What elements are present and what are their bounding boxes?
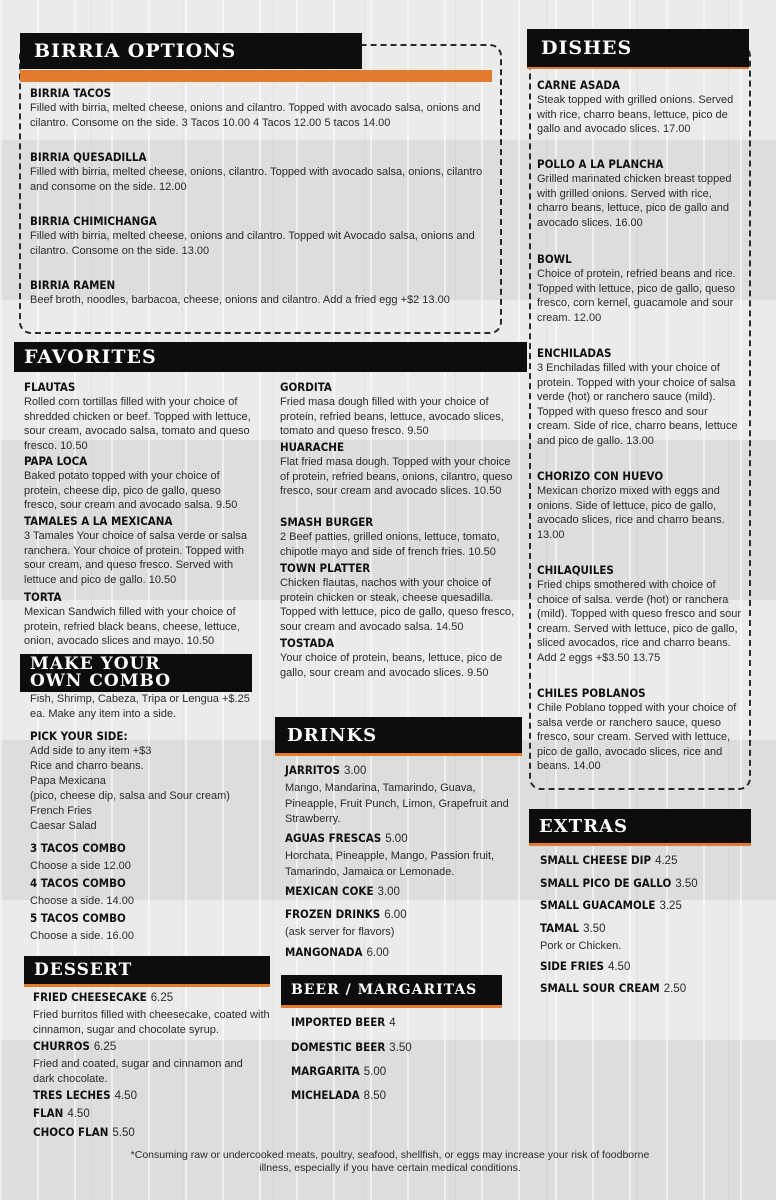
item-description: Choice of protein, refried beans and rice. Topped with lettuce, pico de gallo, queso fresco, corn kernel, guacamole and sour cream. 12.00: [537, 268, 736, 324]
extras-section-title: EXTRAS: [529, 809, 751, 843]
menu-item: [24, 514, 256, 587]
extras-title-underline: [529, 843, 751, 846]
item-name: GORDITA: [280, 380, 332, 394]
combo-option-desc: Choose a side. 16.00: [30, 930, 134, 942]
item-name: BIRRIA CHIMICHANGA: [30, 214, 157, 228]
menu-item: [537, 469, 742, 542]
item-description: Mango, Mandarina, Tamarindo, Guava, Pineapple, Fruit Punch, Limon, Grapefruit and Strawberry.: [285, 782, 509, 825]
dessert-item: [33, 988, 273, 1038]
item-description: 3 Tamales Your choice of salsa verde or salsa ranchera. Your choice of protein. Topped with sour cream, and queso fresco. Served with lettuce and pico de gallo. 10.50: [24, 530, 247, 586]
menu-item: [24, 454, 256, 513]
dishes-section-title: DISHES: [527, 29, 749, 67]
menu-item: [24, 590, 256, 649]
item-description: Baked potato topped with your choice of protein, cheese dip, pico de gallo, queso fresco, sour cream and avocado salsa. 9.50: [24, 470, 238, 511]
favorites-section-title: FAVORITES: [14, 342, 527, 372]
item-description: Pork or Chicken.: [540, 940, 622, 952]
item-name: FLAN: [33, 1106, 64, 1120]
pick-side-line: Rice and charro beans.: [30, 760, 144, 772]
menu-item: [280, 561, 520, 634]
extras-item: [540, 957, 750, 975]
extras-item: [540, 919, 750, 954]
item-price: 5.00: [363, 1066, 387, 1078]
item-name: POLLO A LA PLANCHA: [537, 157, 664, 171]
dessert-item: [33, 1086, 263, 1104]
item-name: TRES LECHES: [33, 1088, 111, 1102]
combo-option: [30, 841, 260, 874]
menu-item: [280, 515, 520, 559]
menu-item: [30, 214, 485, 258]
item-description: Fried chips smothered with choice of choice of salsa. verde (hot) or ranchera (mild). Topped with queso fresco and sour cream. Served with lettuce, pico de gallo, sliced avocados, rice and charro beans. Add 2 eggs +$3.50 13.75: [537, 579, 742, 664]
beer-item: [291, 1086, 501, 1104]
item-name: TOSTADA: [280, 636, 335, 650]
beer-title-underline: [281, 1005, 502, 1008]
item-price: 4: [389, 1017, 396, 1029]
item-name: DOMESTIC BEER: [291, 1040, 386, 1054]
dessert-section-title: DESSERT: [24, 956, 270, 984]
combo-title-line1: MAKE YOUR: [30, 654, 161, 674]
item-price: 3.25: [659, 900, 682, 912]
extras-item: [540, 851, 750, 869]
item-price: 6.25: [93, 1041, 117, 1053]
menu-item: [24, 380, 256, 453]
item-description: Rolled corn tortillas filled with your choice of shredded chicken or beef. Topped with lettuce, sour cream, avocado salsa, tomato and queso fresco. 10.50: [24, 396, 251, 452]
item-description: Fried and coated, sugar and cinnamon and dark chocolate.: [33, 1058, 243, 1085]
item-description: Fried burritos filled with cheesecake, coated with cinnamon, sugar and chocolate syrup.: [33, 1009, 270, 1036]
item-name: AGUAS FRESCAS: [285, 831, 382, 845]
menu-item: [537, 346, 742, 448]
drink-item: [285, 829, 515, 880]
pick-side-title: PICK YOUR SIDE:: [30, 729, 128, 743]
pick-side-line: Papa Mexicana: [30, 775, 106, 787]
item-price: 4.50: [607, 961, 631, 973]
item-description: Beef broth, noodles, barbacoa, cheese, onions and cilantro. Add a fried egg +$2 13.00: [30, 294, 450, 306]
item-name: BOWL: [537, 252, 572, 266]
item-name: ENCHILADAS: [537, 346, 612, 360]
item-description: (ask server for flavors): [285, 926, 395, 938]
item-name: MARGARITA: [291, 1064, 360, 1078]
item-name: BIRRIA TACOS: [30, 86, 112, 100]
item-name: FROZEN DRINKS: [285, 907, 381, 921]
beer-item: [291, 1038, 501, 1056]
item-name: CARNE ASADA: [537, 78, 620, 92]
combo-intro: [30, 692, 260, 721]
combo-intro-text: Fish, Shrimp, Cabeza, Tripa or Lengua +$.25 ea. Make any item into a side.: [30, 693, 250, 720]
menu-item: [537, 563, 742, 665]
menu-item: [537, 78, 742, 137]
beer-item: [291, 1013, 501, 1031]
drink-item: [285, 882, 515, 900]
combo-section-title: [20, 654, 252, 692]
item-name: MANGONADA: [285, 945, 363, 959]
pick-side-block: [30, 729, 270, 834]
item-price: 4.25: [655, 855, 678, 867]
item-name: CHURROS: [33, 1039, 90, 1053]
beer-item: [291, 1062, 501, 1080]
dessert-title-underline: [24, 984, 270, 987]
item-name: HUARACHE: [280, 440, 345, 454]
item-name: TOWN PLATTER: [280, 561, 371, 575]
menu-item: [537, 252, 742, 325]
item-description: Flat fried masa dough. Topped with your choice of protein, refried beans, onions, cilantro, queso fresco, sour cream and avocado slices. 10.50: [280, 456, 513, 497]
combo-option-desc: Choose a side 12.00: [30, 860, 131, 872]
item-description: 3 Enchiladas filled with your choice of protein. Topped with your choice of salsa verde (hot) or ranchero sauce (mild). Topped with queso fresco and sour cream. Side of rice, charro beans, lettuce and pico de gallo. 13.00: [537, 362, 738, 447]
pick-side-line: Caesar Salad: [30, 820, 97, 832]
beer-section-title: BEER / MARGARITAS: [281, 975, 502, 1005]
item-description: Grilled marinated chicken breast topped with grilled onions. Served with rice, charro beans, lettuce, pico de gallo and avocado slices. 16.00: [537, 173, 732, 229]
combo-title-line2: OWN COMBO: [30, 671, 172, 691]
disclaimer-line2: illness, especially if you have certain medical conditions.: [259, 1162, 521, 1174]
item-name: MEXICAN COKE: [285, 884, 374, 898]
combo-option-desc: Choose a side. 14.00: [30, 895, 134, 907]
item-name: SMALL CHEESE DIP: [540, 853, 652, 867]
item-name: IMPORTED BEER: [291, 1015, 386, 1029]
menu-item: [280, 636, 520, 680]
item-name: CHILES POBLANOS: [537, 686, 646, 700]
item-name: SMALL SOUR CREAM: [540, 981, 660, 995]
food-safety-disclaimer: [90, 1149, 690, 1175]
item-name: TAMALES A LA MEXICANA: [24, 514, 173, 528]
item-name: SMALL GUACAMOLE: [540, 898, 656, 912]
item-name: TORTA: [24, 590, 62, 604]
item-price: 3.00: [343, 765, 367, 777]
combo-option: [30, 911, 260, 944]
item-name: JARRITOS: [285, 763, 340, 777]
item-description: 2 Beef patties, grilled onions, lettuce, tomato, chipotle mayo and side of french fries. 10.50: [280, 531, 500, 558]
combo-option-name: 3 TACOS COMBO: [30, 841, 126, 855]
birria-section-title: BIRRIA OPTIONS: [20, 33, 362, 69]
menu-item: [537, 157, 742, 230]
combo-option-name: 5 TACOS COMBO: [30, 911, 126, 925]
item-description: Filled with birria, melted cheese, onions and cilantro. Topped wit Avocado salsa, onions and cilantro. Consome on the side. 13.00: [30, 230, 475, 257]
item-description: Mexican Sandwich filled with your choice of protein, refried black beans, cheese, lettuce, onion, avocado slices and mayo. 10.50: [24, 606, 240, 647]
item-description: Filled with birria, melted cheese, onions and cilantro. Topped with avocado salsa, onions and cilantro. Consome on the side. 3 Tacos 10.00 4 Tacos 12.00 5 tacos 14.00: [30, 102, 481, 129]
item-price: 4.50: [67, 1108, 90, 1120]
menu-item: [280, 380, 520, 439]
item-description: Steak topped with grilled onions. Served with rice, charro beans, lettuce, pico de gallo and avocado slices. 17.00: [537, 94, 734, 135]
drink-item: [285, 943, 515, 961]
menu-item: [30, 278, 485, 308]
item-name: MICHELADA: [291, 1088, 360, 1102]
item-price: 6.00: [366, 947, 389, 959]
item-description: Mexican chorizo mixed with eggs and onions. Side of lettuce, pico de gallo, avocado slices, rice and charro beans. 13.00: [537, 485, 725, 541]
extras-item: [540, 979, 750, 997]
item-name: SMALL PICO DE GALLO: [540, 876, 672, 890]
item-description: Chicken flautas, nachos with your choice of protein chicken or steak, cheese quesadilla. Topped with lettuce, pico de gallo, queso fresco, sour cream and avocado salsa. 14.50: [280, 577, 515, 633]
item-price: 3.50: [389, 1042, 412, 1054]
disclaimer-line1: *Consuming raw or undercooked meats, poultry, seafood, shellfish, or eggs may increase your risk of foodborne: [130, 1149, 650, 1161]
menu-item: [30, 150, 485, 194]
pick-side-line: Add side to any item +$3: [30, 745, 152, 757]
item-name: CHOCO FLAN: [33, 1125, 109, 1139]
item-name: BIRRIA RAMEN: [30, 278, 116, 292]
pick-side-line: (pico, cheese dip, salsa and Sour cream): [30, 790, 230, 802]
drinks-section-title: DRINKS: [275, 717, 522, 753]
item-description: Horchata, Pineapple, Mango, Passion fruit, Tamarindo, Jamaica or Lemonade.: [285, 850, 495, 878]
item-price: 3.50: [583, 923, 606, 935]
drink-item: [285, 761, 515, 828]
pick-side-line: French Fries: [30, 805, 92, 817]
dessert-item: [33, 1037, 263, 1087]
menu-item: [537, 686, 742, 774]
item-description: Filled with birria, melted cheese, onions, cilantro. Topped with avocado salsa, onions, cilantro and consome on the side. 12.00: [30, 166, 483, 193]
extras-item: [540, 874, 750, 892]
item-name: SMASH BURGER: [280, 515, 374, 529]
item-price: 4.50: [114, 1090, 137, 1102]
item-price: 5.00: [385, 833, 408, 845]
item-name: TAMAL: [540, 921, 580, 935]
item-name: FRIED CHEESECAKE: [33, 990, 147, 1004]
item-price: 6.25: [150, 992, 174, 1004]
item-description: Chile Poblano topped with your choice of salsa verde or ranchero sauce, queso fresco, sour cream. Served with lettuce, pico de gallo, avocado slices, rice and beans. 14.00: [537, 702, 737, 772]
item-price: 6.00: [384, 909, 407, 921]
item-price: 5.50: [112, 1127, 135, 1139]
dessert-item: [33, 1104, 263, 1122]
item-name: FLAUTAS: [24, 380, 76, 394]
item-name: CHORIZO CON HUEVO: [537, 469, 664, 483]
drink-item: [285, 905, 515, 940]
menu-item: [30, 86, 485, 130]
item-price: 2.50: [663, 983, 687, 995]
dessert-item: [33, 1123, 263, 1141]
item-price: 3.50: [675, 878, 698, 890]
menu-item: [280, 440, 520, 499]
combo-option-name: 4 TACOS COMBO: [30, 876, 126, 890]
drinks-title-underline: [275, 753, 522, 756]
item-description: Fried masa dough filled with your choice of protein, refried beans, lettuce, avocado slices, tomato and queso fresco. 9.50: [280, 396, 504, 437]
combo-option: [30, 876, 260, 909]
extras-item: [540, 896, 750, 914]
item-name: PAPA LOCA: [24, 454, 88, 468]
item-price: 3.00: [377, 886, 400, 898]
item-name: BIRRIA QUESADILLA: [30, 150, 147, 164]
item-price: 8.50: [363, 1090, 387, 1102]
birria-title-underline: [20, 70, 492, 82]
item-description: Your choice of protein, beans, lettuce, pico de gallo, sour cream and avocado slices. 9.50: [280, 652, 503, 679]
item-name: CHILAQUILES: [537, 563, 614, 577]
item-name: SIDE FRIES: [540, 959, 604, 973]
dishes-title-underline: [527, 67, 749, 69]
